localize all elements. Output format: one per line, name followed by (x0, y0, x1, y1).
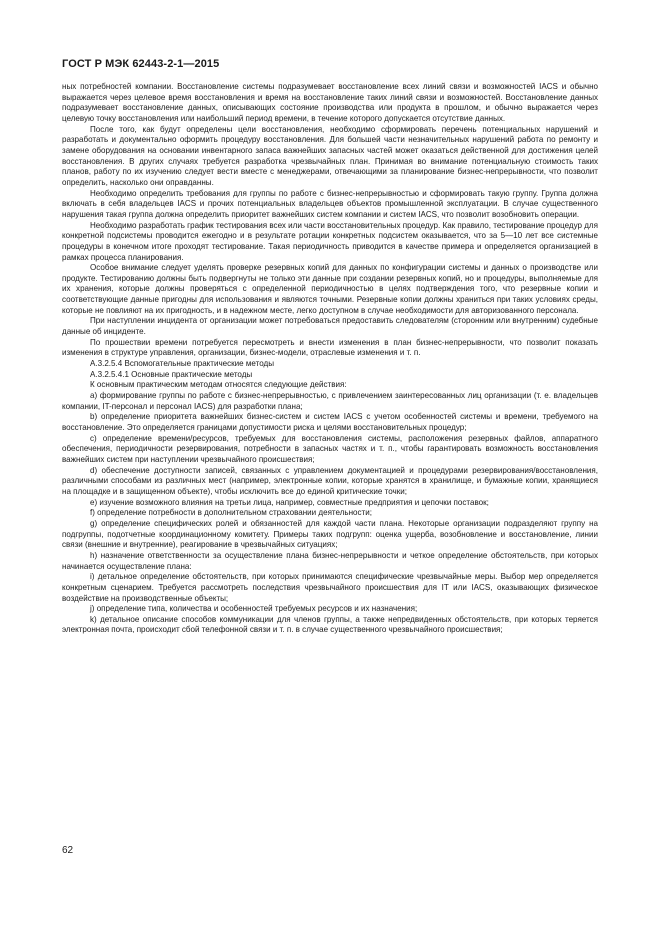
section-heading-baseline-practices: А.3.2.5.4.1 Основные практические методы (90, 369, 253, 379)
page-number: 62 (62, 845, 74, 856)
section-heading-supporting-practices: А.3.2.5.4 Вспомогательные практические методы (90, 359, 274, 369)
list-item-d: d) обеспечение доступности записей, связанных с управлением документацией и процедурами резервирования/восстановления, различными способами из различных мест (например, электронные копии, которые хранятся в хранилище, и бумажные копии, хранящиеся на площадке и в защищенном объекте), чтобы исключить все до единой критические точки; (62, 465, 598, 496)
list-item-e: e) изучение возможного влияния на третьи лица, например, совместные предприятия и цепочки поставок; (90, 497, 489, 507)
paragraph-plan-revision: По прошествии времени потребуется пересмотреть и внести изменения в план бизнес-непрерывности, что позволит показать изменения в структуре управления, организации, бизнес-модели, отраслевые изменения и т. п. (62, 337, 598, 358)
paragraph-backup-verification: Особое внимание следует уделять проверке резервных копий для данных по конфигурации системы и данных о производстве или продукте. Тестированию должны быть подвергнуты не только эти данные при создании резервных копий, но и процедуры, выполняемые для их хранения, которые должны проверяться с определенной периодичностью в целях подтверждения того, что резервные копии и соответствующие данные пригодны для использования и являются точными. Резервные копии должны храниться при таких условиях среды, которые не повлияют на их пригодность, и в надежном месте, легко доступном в случае необходимости для авторизованного персонала. (62, 263, 598, 315)
list-item-f: f) определение потребности в дополнительном страховании деятельности; (90, 508, 372, 518)
list-item-k: k) детальное описание способов коммуникации для членов группы, а также непредвиденных обстоятельств, при которых теряется электронная почта, происходит сбой телефонной связи и т. п. в случае существенного чрезвычайного происшествия; (62, 614, 598, 635)
document-body (62, 82, 598, 636)
list-item-h: h) назначение ответственности за осуществление плана бизнес-непрерывности и четкое определение обстоятельств, при которых начинается осуществление плана: (62, 550, 598, 571)
page-header-standard-title: ГОСТ Р МЭК 62443-2-1—2015 (62, 58, 220, 70)
list-item-j: j) определение типа, количества и особенностей требуемых ресурсов и их назначения; (90, 604, 418, 614)
paragraph-forensic-data: При наступлении инцидента от организации может потребоваться предоставить следователям (сторонним или внутренним) судебные данные об инциденте. (62, 316, 598, 337)
list-item-b: b) определение приоритета важнейших бизнес-систем и систем IACS с учетом особенностей системы и времени, требуемого на восстановление. Это определяется границами допустимости риска и целями восстановительных процедур; (62, 412, 598, 432)
paragraph-continuity-team: Необходимо определить требования для группы по работе с бизнес-непрерывностью и сформировать такую группу. Группа должна включать в себя владельцев IACS и прочих потенциальных владельцев объектов промышленной эксплуатации. В случае существенного нарушения такая группа должна определить приоритет важнейших систем компании и систем IACS, что позволит возобновить операции. (62, 188, 598, 219)
list-item-a: a) формирование группы по работе с бизнес-непрерывностью, с привлечением заинтересованных лиц организации (т. е. владельцев компании, IT-персонал и персонал IACS) для разработки плана; (62, 391, 598, 411)
list-item-i: i) детальное определение обстоятельств, при которых принимаются специфические чрезвычайные меры. Выбор мер определяется конкретным сценарием. Требуется рассмотреть последствия чрезвычайного происшествия для IT или IACS, оказывающих физическое воздействие на производственные объекты; (62, 572, 598, 603)
list-item-c: c) определение времени/ресурсов, требуемых для восстановления системы, расположения резервных файлов, аппаратного обеспечения, периодичности резервирования, потребности в запасных частях и т. п., чтобы гарантировать возможность восстановления важнейших систем при наступлении чрезвычайного происшествия; (62, 433, 598, 464)
paragraph-recovery-objectives: После того, как будут определены цели восстановления, необходимо сформировать перечень потенциальных нарушений и разработать и документально оформить процедуру восстановления. Для большей части незначительных нарушений работа по ремонту и замене оборудования на основании инвентарного запаса важнейших запасных частей может оказаться действенной для достижения целей восстановления. В других случаях требуется разработка чрезвычайных план. Принимая во внимание потенциальную стоимость таких планов, работу по их изучению следует вести вместе с менеджерами, отвечающими за планирование бизнес-непрерывности, что позволит определить, насколько они оправданны. (62, 124, 598, 187)
list-item-g: g) определение специфических ролей и обязанностей для каждой части плана. Некоторые организации подразделяют группу на подгруппы, подотчетные координационному комитету. Примеры таких подгрупп: оценка ущерба, возобновление и восстановление, линии связи (внешние и внутренние), реагирование в чрезвычайных ситуациях; (62, 518, 598, 550)
paragraph-testing-schedule: Необходимо разработать график тестирования всех или части восстановительных процедур. Как правило, тестирование процедур для конкретной подсистемы проводится ежегодно и в результате ротации конкретных подсистем оказывается, что за 5—10 лет все системные процедуры в конечном итоге проходят тестирование. Такая периодичность приводится в качестве примера и определяется организацией в рамках процесса планирования. (62, 220, 598, 262)
paragraph-practices-intro: К основным практическим методам относятся следующие действия: (90, 380, 347, 390)
paragraph-continuation: ных потребностей компании. Восстановление системы подразумевает восстановление всех линий связи и возможностей IACS и обычно выражается через целевое время восстановления и время на восстановление таких линий связи и возможностей. Восстановление данных подразумевает восстановление данных, описывающих состояние производства или продукта в прошлом, и обычно выражается через целевую точку восстановления или наибольший период времени, в течение которого допускается отсутствие данных. (62, 82, 598, 123)
